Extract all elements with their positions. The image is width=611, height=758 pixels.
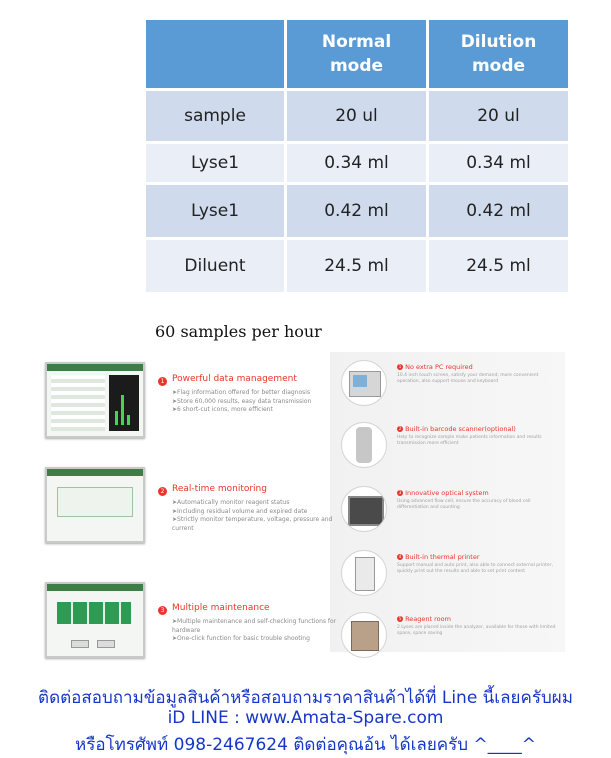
table-header-cell (429, 20, 568, 88)
screenshot-maintenance (45, 582, 145, 658)
feature-title: Powerful data management (172, 374, 297, 384)
reagent-room-thumbnail (341, 612, 387, 658)
table-cell: Lyse1 (146, 185, 284, 237)
table-header-cell (146, 20, 284, 88)
contact-line-phone: หรือโทรศัพท์ 098-2467624 ติดต่อคุณอ้น ได้เลยครับ ^____^ (75, 735, 536, 755)
feature-title: Multiple maintenance (172, 603, 270, 613)
table-header-cell (287, 20, 426, 88)
screenshot-real-time-monitoring (45, 467, 145, 543)
right-feature-desc: 10.4 inch touch screen, satisfy your demand; more convenient operation, also support mouse and keyboard (397, 373, 539, 384)
feature-bullet: ➤ Multiple maintenance and self-checking functions for hardware (172, 618, 342, 635)
feature-bullet: ➤ Including residual volume and expired date (172, 508, 342, 517)
right-feature-title: Built-in thermal printer (405, 553, 480, 561)
right-feature-title: Built-in barcode scanner(optional) (405, 425, 516, 433)
right-feature-number: 2 (398, 426, 402, 431)
contact-line-1: ติดต่อสอบถามข้อมูลสินค้าหรือสอบถามราคาสินค้าได้ที่ Line นี้เลยครับผม (38, 688, 573, 708)
right-feature-number: 1 (398, 364, 402, 369)
barcode-scanner-thumbnail (341, 422, 387, 468)
table-cell: 0.42 ml (429, 185, 568, 237)
optical-system-thumbnail (341, 486, 387, 532)
table-row (146, 91, 568, 141)
feature-bullet: ➤ Strictly monitor temperature, voltage, pressure and current (172, 516, 342, 533)
right-feature-title: Innovative optical system (405, 489, 489, 497)
header-normal-line1: Normal (321, 32, 392, 52)
right-feature-number: 4 (398, 554, 402, 559)
brochure-image (40, 352, 565, 662)
header-normal-line2: mode (329, 56, 384, 76)
feature-bullet: ➤ Flag information offered for better diagnosis (172, 389, 342, 398)
right-feature-barcode (335, 422, 565, 478)
table-cell: 0.34 ml (429, 144, 568, 182)
feature-number: 1 (158, 377, 167, 386)
table-cell: 20 ul (287, 91, 426, 141)
right-feature-optical (335, 486, 565, 542)
table-cell: sample (146, 91, 284, 141)
right-feature-no-pc (335, 360, 565, 416)
throughput-text: 60 samples per hour (155, 322, 322, 341)
table-cell: 20 ul (429, 91, 568, 141)
thermal-printer-thumbnail (341, 550, 387, 596)
table-cell: 24.5 ml (287, 240, 426, 292)
analyzer-screen-thumbnail (341, 360, 387, 406)
feature-bullet: ➤ 6 short-cut icons, more efficient (172, 406, 342, 415)
feature-bullet: ➤ Automatically monitor reagent status (172, 499, 342, 508)
right-feature-reagent (335, 612, 565, 668)
header-dilution-line2: mode (471, 56, 526, 76)
screenshot-data-management (45, 362, 145, 438)
table-header-row (146, 20, 568, 88)
table-row (146, 144, 568, 182)
right-feature-number: 5 (398, 616, 402, 621)
right-feature-number: 3 (398, 490, 402, 495)
right-feature-desc: 2 Lyses are placed inside the analyzer, available for those with limited space, space saving (397, 625, 556, 636)
right-feature-desc: Support manual and auto print, also able to connect external printer, quickly print out the results and able to set print content (397, 563, 553, 574)
right-feature-title: No extra PC required (405, 363, 473, 371)
feature-title: Real-time monitoring (172, 484, 267, 494)
table-row (146, 185, 568, 237)
table-cell: 0.34 ml (287, 144, 426, 182)
feature-bullet: ➤ Store 60,000 results, easy data transmission (172, 398, 342, 407)
table-cell: 0.42 ml (287, 185, 426, 237)
right-feature-desc: Help to recognize sample make patients information and results transmission more efficient (397, 435, 542, 446)
contact-line-id[interactable]: iD LINE : www.Amata-Spare.com (167, 708, 444, 728)
table-cell: 24.5 ml (429, 240, 568, 292)
table-cell: Diluent (146, 240, 284, 292)
right-feature-desc: Using advanced flow cell, ensure the accuracy of blood cell differentiation and counting (397, 499, 531, 510)
right-feature-title: Reagent room (405, 615, 451, 623)
table-cell: Lyse1 (146, 144, 284, 182)
feature-number: 3 (158, 606, 167, 615)
right-feature-printer (335, 550, 565, 606)
table-row (146, 240, 568, 292)
header-dilution-line1: Dilution (460, 32, 537, 52)
feature-number: 2 (158, 487, 167, 496)
spec-table (143, 17, 571, 295)
feature-bullet: ➤ One-click function for basic trouble shooting (172, 635, 342, 644)
